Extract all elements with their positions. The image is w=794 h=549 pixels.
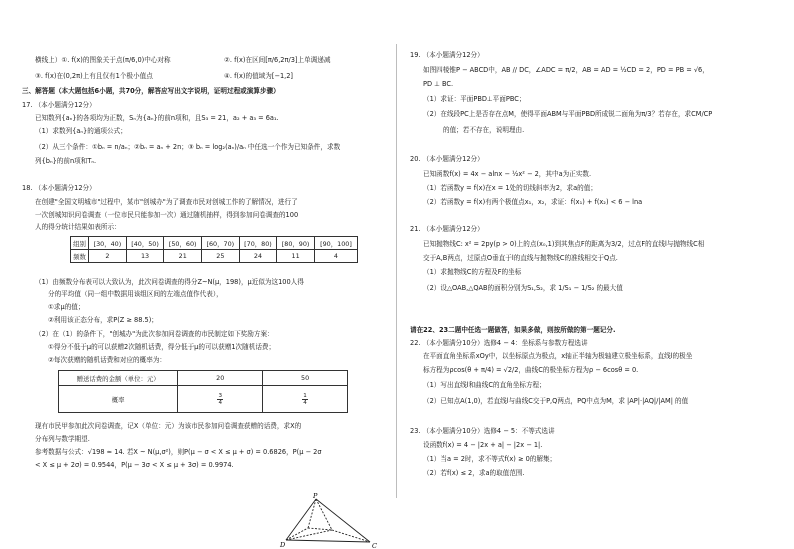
edge-DC	[286, 540, 370, 542]
q19-line2: PD ⊥ BC.	[423, 80, 454, 88]
q16-option3: ③. f(x)在(0,2π)上有且仅有1个极小值点	[35, 72, 153, 80]
table-cell	[178, 386, 263, 413]
table-cell	[263, 386, 348, 413]
q18-line2: 一次创城知识问卷调查（一位市民只能参加一次）通过随机抽样，得到参加问卷调查的100	[35, 211, 299, 219]
q18-line6: ①求μ的值；	[48, 303, 85, 311]
q22-line3: （1）写出直线l和曲线C的直角坐标方程；	[423, 381, 546, 389]
q18-heading: 18. （本小题满分12分）	[22, 184, 96, 192]
table-cell: 组别	[71, 237, 89, 250]
table-cell: [80，90)	[277, 237, 315, 250]
prize-table-header-row	[59, 371, 348, 386]
q19-line4: （2）在线段PC上是否存在点M，使得平面ABM与平面PBD所成锐二面角为π/3？若存在，求CM/CP	[423, 110, 713, 118]
q17-line1: 已知数列{aₙ}的各项均为正数，Sₙ为{aₙ}的前n项和，且S₃ = 21，a₂ + a₃ = 6a₁.	[35, 114, 279, 122]
table-cell: 20	[178, 371, 263, 386]
q21-heading: 21. （本小题满分12分）	[410, 225, 484, 233]
q16-option1-c: ,0)中心对称	[135, 56, 171, 64]
label-D: D	[280, 541, 286, 549]
section-3-heading: 三、解答题（本大题包括6小题，共70分，解答应写出文字说明，证明过程或演算步骤）	[22, 87, 280, 95]
fraction-denominator: 4	[303, 399, 307, 406]
q23-line2: （1）当a = 2时，求不等式f(x) ≥ 0的解集；	[423, 455, 557, 463]
table-cell: [90，100]	[314, 237, 357, 250]
q18-line14: < X ≤ μ + 2σ) = 0.9544，P(μ − 3σ < X ≤ μ + 3σ) = 0.9974.	[35, 461, 234, 469]
q22-line2: 标方程为ρcos(θ + π/4) = √2/2，曲线C的极坐标方程为ρ − 6cosθ = 0.	[423, 366, 639, 374]
q18-line12: 分布列与数学期望.	[35, 435, 90, 443]
frequency-table	[70, 236, 358, 263]
table-cell: [30，40)	[89, 237, 127, 250]
edge-PB	[316, 499, 332, 530]
table-cell: 11	[277, 250, 315, 263]
edge-DB	[286, 530, 332, 540]
q19-line5: 的值；若不存在，说明理由.	[443, 126, 525, 134]
table-cell: 4	[314, 250, 357, 263]
column-divider	[396, 44, 397, 498]
table-cell: [70，80)	[239, 237, 277, 250]
edge-PC	[316, 499, 370, 542]
label-C: C	[372, 542, 377, 549]
prize-table	[58, 370, 348, 413]
table-cell: 21	[164, 250, 202, 263]
edge-BC	[332, 530, 370, 542]
table-cell: 频数	[71, 250, 89, 263]
q21-line2: 交于A,B两点，过原点O垂直于l的直线与抛物线C的准线相交于Q点.	[423, 254, 618, 262]
table-cell: 24	[239, 250, 277, 263]
q16-option1-a: 横线上）①. f(x)的图象关于点(	[35, 56, 125, 64]
q17-heading: 17. （本小题满分12分）	[22, 101, 96, 109]
q18-line3: 人的得分统计结果如表所示：	[35, 223, 121, 231]
q19-line1: 如图四棱锥P − ABCD中，AB // DC，∠ADC = π/2，AB = AD = ½CD = 2，PD = PB = √6，	[423, 66, 709, 74]
edge-PD	[286, 499, 316, 540]
q16-option1-b: π/6	[124, 56, 136, 64]
q19-line3: （1）求证：平面PBD⊥平面PBC；	[423, 95, 526, 103]
frequency-table-header-row	[71, 237, 358, 250]
prize-table-prob-row	[59, 386, 348, 413]
frequency-table-count-row	[71, 250, 358, 263]
q18-line5: 分的平均值（同一组中数据用该组区间的左端点值作代表），	[48, 290, 223, 298]
right-column	[398, 0, 794, 549]
q18-line9: ①得分不低于μ的可以获赠2次随机话费，得分低于μ的可以获赠1次随机话费；	[48, 343, 276, 351]
q18-line13: 参考数据与公式：√198 ≈ 14. 若X ~ N(μ,σ²)，则P(μ − σ < X ≤ μ + σ) = 0.6826，P(μ − 2σ	[35, 448, 322, 456]
q23-line1: 设函数f(x) = 4 − |2x + a| − |2x − 1|.	[423, 441, 543, 449]
q18-line1: 在创建"全国文明城市"过程中，某市"创城办"为了调查市民对创城工作的了解情况，进行了	[35, 198, 298, 206]
q23-heading: 23. （本小题满分10分）选修4 − 5：不等式选讲	[410, 427, 555, 435]
q16-options-line1	[35, 56, 171, 64]
table-cell: 25	[202, 250, 240, 263]
q20-line1: 已知函数f(x) = 4x − alnx − ½x² − 2，其中a为正实数.	[423, 170, 592, 178]
fraction-3-4	[217, 393, 223, 406]
q18-line8: （2）在（1）的条件下，"创城办"为此次参加问卷调查的市民制定如下奖励方案：	[35, 330, 274, 338]
label-P: P	[313, 492, 318, 500]
table-cell: 50	[263, 371, 348, 386]
q21-line1: 已知抛物线C: x² = 2py(p > 0)上的点(x₀,1)到其焦点F的距离为3/2，过点F的直线l与抛物线C相	[423, 240, 705, 248]
table-cell: [60，70)	[202, 237, 240, 250]
q19-heading: 19. （本小题满分12分）	[410, 51, 484, 59]
q16-option2: ②. f(x)在区间[π/6,2π/3]上单调递减	[224, 56, 331, 64]
q20-line2: （1）若函数y = f(x)在x = 1处的切线斜率为2，求a的值；	[423, 184, 597, 192]
q17-line2: （1）求数列{aₙ}的通项公式；	[35, 127, 127, 135]
table-cell: 2	[89, 250, 127, 263]
fraction-numerator: 1	[303, 392, 307, 399]
fraction-denominator: 4	[218, 399, 223, 406]
q23-line3: （2）若f(x) ≤ 2，求a的取值范围.	[423, 469, 525, 477]
fraction-numerator: 3	[218, 392, 223, 399]
q21-line4: （2）设△OAB,△QAB的面积分别为S₁,S₂，求 1/S₁ − 1/S₂ 的最大值	[423, 284, 623, 292]
table-cell: 13	[126, 250, 164, 263]
q22-heading: 22. （本小题满分10分）选修4 − 4：坐标系与参数方程选讲	[410, 339, 588, 347]
q18-line4: （1）由频数分布表可以大致认为，此次问卷调查的得分Z~N(μ，198)，μ近似为这100人得	[35, 278, 304, 286]
q17-line4: 列{bₙ}的前n项和Tₙ.	[35, 157, 97, 165]
q18-line7: ②利用该正态分布，求P(Z ≥ 88.5)；	[48, 316, 158, 324]
pyramid-figure	[278, 492, 388, 549]
edge-PA	[308, 499, 316, 528]
q18-line10: ②每次获赠的随机话费和对应的概率为：	[48, 356, 167, 364]
table-cell: 赠送话费的金额（单位：元）	[59, 371, 178, 386]
q17-line3: （2）从三个条件：①bₙ = n/aₙ；②bₙ = aₙ + 2n；③ bₙ = log₂(aₙ)/aₙ 中任选一个作为已知条件，求数	[35, 143, 341, 151]
choose-one-note: 请在22、23二题中任选一题做答，如果多做，则按所做的第一题记分.	[410, 326, 616, 334]
edge-AB	[308, 528, 332, 530]
q20-line3: （2）若函数y = f(x)有两个极值点x₁，x₂，求证：f(x₁) + f(x₂) < 6 − lna	[423, 198, 643, 206]
edge-DA	[286, 528, 308, 540]
q22-line1: 在平面直角坐标系xOy中，以坐标原点为极点，x轴正半轴为极轴建立极坐标系，直线l的极坐	[423, 352, 693, 360]
fraction-1-4	[302, 393, 308, 406]
q22-line4: （2）已知点A(1,0)，若直线l与曲线C交于P,Q两点，PQ中点为M，求 |AP|·|AQ|/|AM| 的值	[423, 397, 689, 405]
q18-line11: 现有市民甲参加此次问卷调查，记X（单位：元）为该市民参加问卷调查获赠的话费，求X的	[35, 422, 302, 430]
q21-line3: （1）求抛物线C的方程及F的坐标	[423, 268, 522, 276]
table-cell: [50，60)	[164, 237, 202, 250]
q16-option4: ④. f(x)的值域为[−1,2]	[224, 72, 294, 80]
table-cell: 概率	[59, 386, 178, 413]
q20-heading: 20. （本小题满分12分）	[410, 155, 484, 163]
table-cell: [40，50)	[126, 237, 164, 250]
